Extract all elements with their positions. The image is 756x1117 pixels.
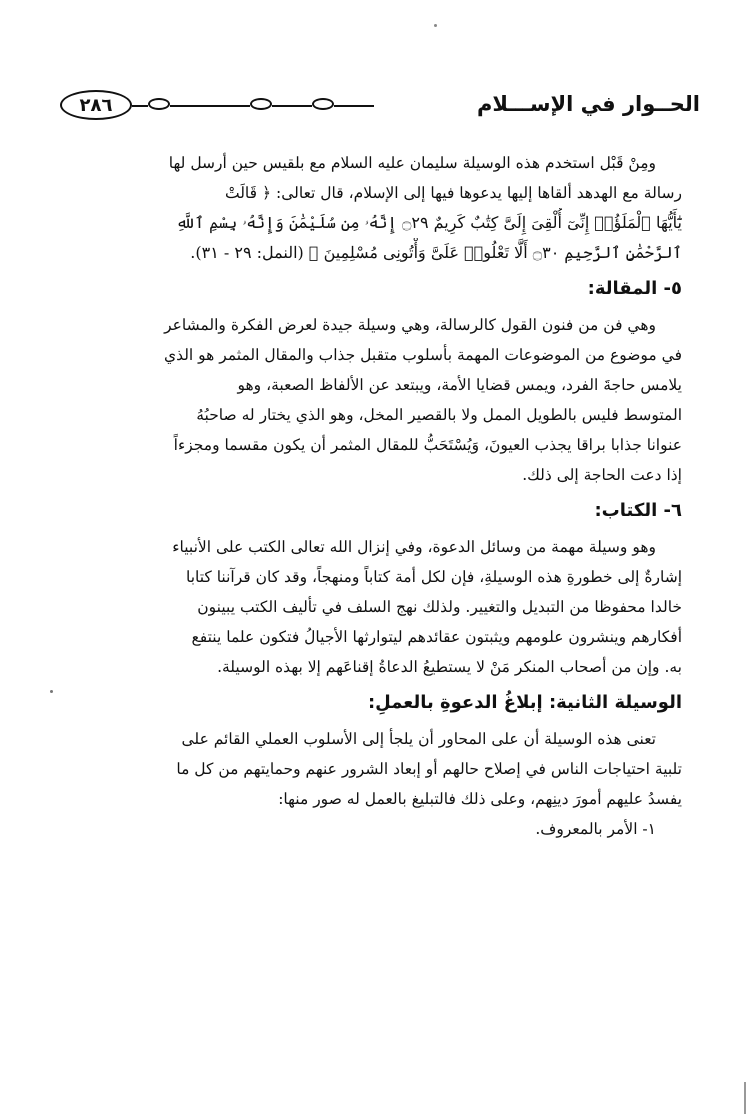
section-heading: الوسيلة الثانية: إبلاغُ الدعوةِ بالعملِ: [367, 692, 682, 713]
text-line: أفكارهم وينشرون علومهم ويثبتون عقائدهم ليتوارثها الأجيالُ فتكون علما ينتفع [191, 628, 682, 646]
header-ornament [148, 98, 170, 110]
text-line: رسالة مع الهدهد ألقاها إليها يدعوها فيها إلى الإسلام، قال تعالى: ﴿ قَالَتْ [224, 184, 682, 202]
running-title: الحــوار في الإســـلام [476, 92, 700, 116]
page-body [92, 148, 682, 844]
text-line: إشارةٌ إلى خطورةِ هذه الوسيلةِ، فإن لكل أمة كتاباً ومنهجاً، وقد كان قرآننا كتابا [185, 568, 682, 586]
text-line: المتوسط فليس بالطويل الممل ولا بالقصير المخل، وهو الذي يختار له صاحبُهُ [196, 406, 682, 424]
text-line: يلامس حاجةَ الفرد، ويمس قضايا الأمة، ويبتعد عن الألفاظ الصعبة، وهو [237, 376, 682, 394]
scan-speck [50, 690, 53, 693]
header-ornament [312, 98, 334, 110]
text-line: تلبية احتياجات الناس في إصلاح حالهم أو إبعاد الشرور عنهم وحمايتهم من كل ما [176, 760, 682, 778]
header-ornament [250, 98, 272, 110]
scan-speck [434, 24, 437, 27]
text-line: ومِنْ قَبْل استخدم هذه الوسيلة سليمان عليه السلام مع بلقيس حين أرسل لها [168, 154, 656, 172]
section-heading: ٦- الكتاب: [594, 500, 682, 521]
text-line: به. وإن من أصحاب المنكر مَنْ لا يستطيعُ الدعاةُ إقناعَهم إلا بهذه الوسيلة. [217, 658, 682, 676]
page-number: ٢٨٦ [60, 90, 132, 120]
quran-verse-line: يَٰٓأَيُّهَا ٱلْمَلَؤُا۟ إِنِّىٓ أُلْقِىَ إِلَىَّ كِتَٰبٌ كَرِيمٌ ۝٢٩ إِنَّهُۥ مِن سُلَيْمَٰنَ وَإِنَّهُۥ بِسْمِ ٱللَّهِ [175, 213, 682, 232]
scan-edge-mark [744, 1082, 746, 1114]
page-header [60, 86, 700, 132]
header-rule [170, 105, 250, 107]
header-rule [132, 105, 148, 107]
header-rule [334, 105, 374, 107]
text-line: وهي فن من فنون القول كالرسالة، وهي وسيلة جيدة لعرض الفكرة والمشاعر [164, 316, 656, 334]
text-line: وهو وسيلة مهمة من وسائل الدعوة، وفي إنزال الله تعالى الكتب على الأنبياء [172, 538, 656, 556]
text-line: تعنى هذه الوسيلة أن على المحاور أن يلجأ إلى الأسلوب العملي القائم على [181, 730, 656, 748]
text-line: خالدا محفوظا من التبديل والتغيير. ولذلك نهج السلف في تأليف الكتب يبينون [197, 598, 682, 616]
quran-verse-line: ٱلرَّحْمَٰنِ ٱلرَّحِيمِ ۝٣٠ أَلَّا تَعْلُوا۟ عَلَىَّ وَأْتُونِى مُسْلِمِينَ ﴾ (النمل: ٢٩ - ٣١). [190, 243, 682, 262]
header-rule [272, 105, 312, 107]
text-line: يفسدُ عليهم أمورَ دينِهم، وعلى ذلك فالتبليغ بالعمل له صور منها: [278, 790, 682, 808]
section-heading: ٥- المقالة: [587, 278, 682, 299]
text-line: عنوانا جذابا براقا يجذب العيونَ، وَيُسْتَحَبُّ للمقال المثمر أن يكون مقسما ومجزءاً [173, 436, 682, 454]
text-line: إذا دعت الحاجة إلى ذلك. [522, 466, 682, 484]
list-item: ١- الأمر بالمعروف. [535, 820, 656, 838]
text-line: في موضوع من الموضوعات المهمة بأسلوب متقبل جذاب والمقال المثمر هو الذي [163, 346, 682, 364]
